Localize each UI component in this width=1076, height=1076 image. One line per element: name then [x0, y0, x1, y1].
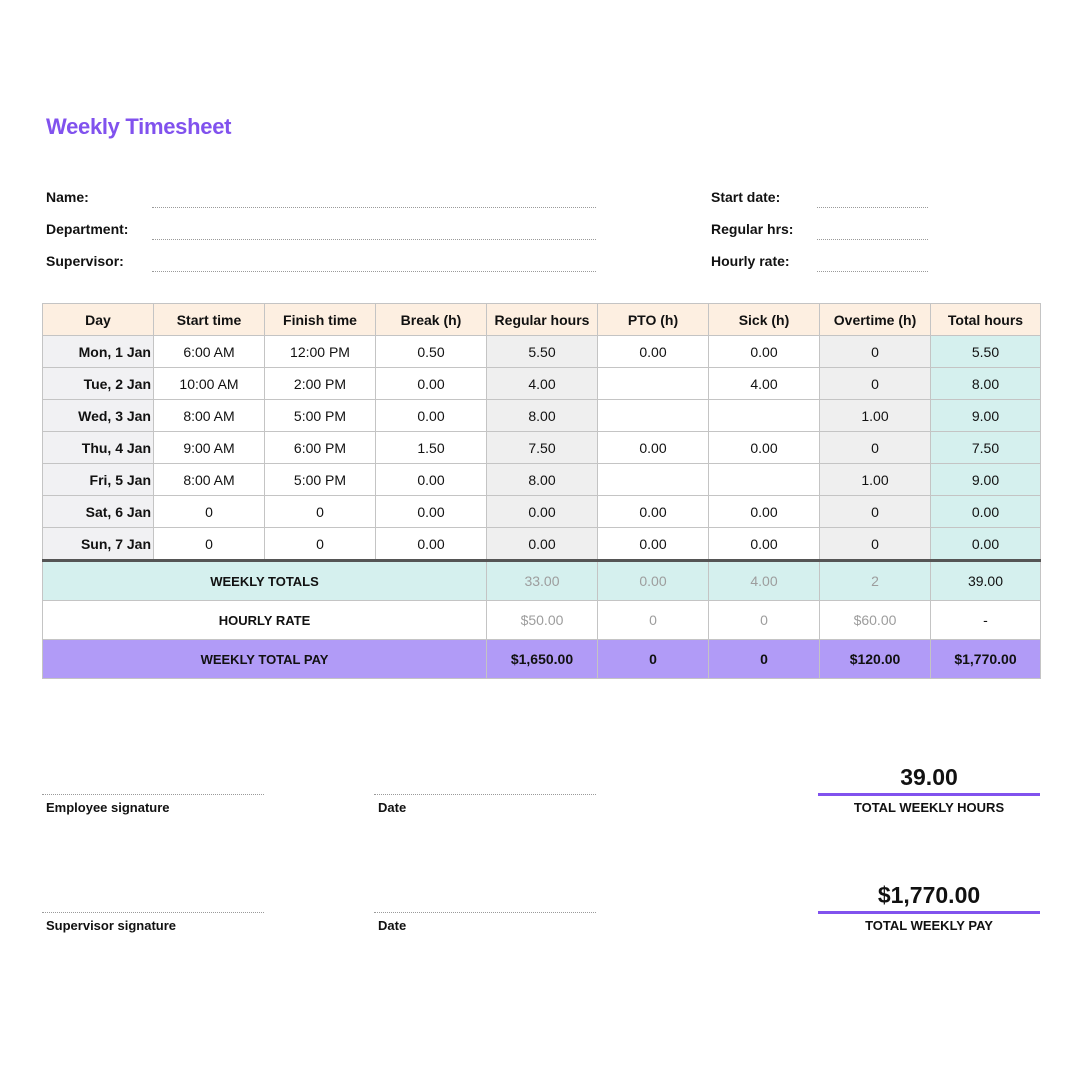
weekly-total-pay-row	[43, 640, 1041, 679]
cell-overtime: 0	[820, 496, 931, 528]
cell-pto[interactable]: 0.00	[598, 336, 709, 368]
cell-overtime: 0	[820, 528, 931, 561]
total-weekly-pay-value: $1,770.00	[877, 882, 981, 908]
cell-regular-hours: 7.50	[487, 432, 598, 464]
cell-break[interactable]: 0.00	[376, 528, 487, 561]
pay-overtime: $120.00	[820, 640, 931, 679]
cell-overtime: 0	[820, 336, 931, 368]
employee-signature-label: Employee signature	[46, 800, 170, 815]
total-pay-underline	[818, 911, 1040, 914]
table-row	[43, 528, 1041, 561]
rate-overtime[interactable]: $60.00	[820, 601, 931, 640]
cell-total-hours: 9.00	[931, 464, 1041, 496]
cell-finish-time[interactable]: 0	[265, 528, 376, 561]
cell-regular-hours: 0.00	[487, 496, 598, 528]
cell-regular-hours: 4.00	[487, 368, 598, 400]
cell-sick[interactable]: 0.00	[709, 336, 820, 368]
cell-start-time[interactable]: 10:00 AM	[154, 368, 265, 400]
cell-regular-hours: 8.00	[487, 400, 598, 432]
start-date-field[interactable]	[817, 207, 928, 208]
hourly-rate-row	[43, 601, 1041, 640]
cell-finish-time[interactable]: 0	[265, 496, 376, 528]
cell-pto[interactable]	[598, 400, 709, 432]
cell-total-hours: 7.50	[931, 432, 1041, 464]
cell-overtime: 0	[820, 368, 931, 400]
employee-date-label: Date	[378, 800, 407, 815]
header-regular-hours: Regular hours	[487, 304, 598, 336]
cell-sick[interactable]	[709, 464, 820, 496]
header-start-time: Start time	[154, 304, 265, 336]
pay-total: $1,770.00	[931, 640, 1041, 679]
cell-regular-hours: 5.50	[487, 336, 598, 368]
cell-start-time[interactable]: 0	[154, 496, 265, 528]
header-sick: Sick (h)	[709, 304, 820, 336]
pay-sick: 0	[709, 640, 820, 679]
header-break: Break (h)	[376, 304, 487, 336]
name-field[interactable]	[152, 207, 596, 208]
cell-total-hours: 9.00	[931, 400, 1041, 432]
rate-regular[interactable]: $50.00	[487, 601, 598, 640]
cell-pto[interactable]	[598, 368, 709, 400]
cell-day: Sun, 7 Jan	[43, 528, 154, 561]
employee-date-line[interactable]	[374, 794, 596, 795]
regular-hrs-label: Regular hrs:	[711, 221, 794, 237]
header-overtime: Overtime (h)	[820, 304, 931, 336]
cell-finish-time[interactable]: 2:00 PM	[265, 368, 376, 400]
employee-signature-line[interactable]	[42, 794, 264, 795]
cell-overtime: 0	[820, 432, 931, 464]
cell-pto[interactable]	[598, 464, 709, 496]
cell-start-time[interactable]: 8:00 AM	[154, 464, 265, 496]
supervisor-signature-line[interactable]	[42, 912, 264, 913]
supervisor-label: Supervisor:	[46, 253, 124, 269]
cell-start-time[interactable]: 6:00 AM	[154, 336, 265, 368]
cell-start-time[interactable]: 8:00 AM	[154, 400, 265, 432]
totals-regular: 33.00	[487, 561, 598, 601]
header-pto: PTO (h)	[598, 304, 709, 336]
table-row	[43, 464, 1041, 496]
cell-break[interactable]: 0.00	[376, 464, 487, 496]
cell-pto[interactable]: 0.00	[598, 528, 709, 561]
hourly-rate-row-label: HOURLY RATE	[43, 601, 487, 640]
cell-day: Wed, 3 Jan	[43, 400, 154, 432]
weekly-totals-row	[43, 561, 1041, 601]
cell-finish-time[interactable]: 12:00 PM	[265, 336, 376, 368]
totals-overtime: 2	[820, 561, 931, 601]
page-title: Weekly Timesheet	[46, 114, 232, 139]
regular-hrs-field[interactable]	[817, 239, 928, 240]
weekly-total-pay-label: WEEKLY TOTAL PAY	[43, 640, 487, 679]
cell-start-time[interactable]: 0	[154, 528, 265, 561]
cell-day: Mon, 1 Jan	[43, 336, 154, 368]
total-weekly-hours-label: TOTAL WEEKLY HOURS	[853, 800, 1005, 815]
cell-sick[interactable]	[709, 400, 820, 432]
cell-day: Sat, 6 Jan	[43, 496, 154, 528]
hourly-rate-label: Hourly rate:	[711, 253, 790, 269]
totals-total: 39.00	[931, 561, 1041, 601]
total-weekly-pay-label: TOTAL WEEKLY PAY	[865, 918, 993, 933]
table-row	[43, 400, 1041, 432]
cell-regular-hours: 0.00	[487, 528, 598, 561]
cell-overtime: 1.00	[820, 464, 931, 496]
rate-total: -	[931, 601, 1041, 640]
cell-regular-hours: 8.00	[487, 464, 598, 496]
cell-total-hours: 8.00	[931, 368, 1041, 400]
name-label: Name:	[46, 189, 89, 205]
cell-total-hours: 0.00	[931, 496, 1041, 528]
pay-regular: $1,650.00	[487, 640, 598, 679]
cell-start-time[interactable]: 9:00 AM	[154, 432, 265, 464]
department-label: Department:	[46, 221, 129, 237]
cell-break[interactable]: 0.00	[376, 400, 487, 432]
hourly-rate-field[interactable]	[817, 271, 928, 272]
cell-finish-time[interactable]: 5:00 PM	[265, 400, 376, 432]
totals-pto: 0.00	[598, 561, 709, 601]
cell-sick[interactable]: 0.00	[709, 528, 820, 561]
supervisor-field[interactable]	[152, 271, 596, 272]
table-row	[43, 432, 1041, 464]
cell-finish-time[interactable]: 5:00 PM	[265, 464, 376, 496]
cell-finish-time[interactable]: 6:00 PM	[265, 432, 376, 464]
table-header-row	[43, 304, 1041, 336]
total-weekly-hours-value: 39.00	[900, 764, 958, 790]
cell-break[interactable]: 1.50	[376, 432, 487, 464]
table-row	[43, 496, 1041, 528]
cell-break[interactable]: 0.50	[376, 336, 487, 368]
rate-pto[interactable]: 0	[598, 601, 709, 640]
supervisor-date-line[interactable]	[374, 912, 596, 913]
cell-pto[interactable]: 0.00	[598, 496, 709, 528]
cell-day: Thu, 4 Jan	[43, 432, 154, 464]
timesheet-table	[42, 303, 1041, 679]
cell-sick[interactable]: 0.00	[709, 432, 820, 464]
cell-break[interactable]: 0.00	[376, 496, 487, 528]
cell-sick[interactable]: 0.00	[709, 496, 820, 528]
cell-sick[interactable]: 4.00	[709, 368, 820, 400]
header-total-hours: Total hours	[931, 304, 1041, 336]
start-date-label: Start date:	[711, 189, 781, 205]
department-field[interactable]	[152, 239, 596, 240]
supervisor-signature-label: Supervisor signature	[46, 918, 177, 933]
total-hours-underline	[818, 793, 1040, 796]
cell-day: Tue, 2 Jan	[43, 368, 154, 400]
supervisor-date-label: Date	[378, 918, 407, 933]
cell-overtime: 1.00	[820, 400, 931, 432]
cell-break[interactable]: 0.00	[376, 368, 487, 400]
header-day: Day	[43, 304, 154, 336]
cell-total-hours: 0.00	[931, 528, 1041, 561]
cell-pto[interactable]: 0.00	[598, 432, 709, 464]
weekly-totals-label: WEEKLY TOTALS	[43, 561, 487, 601]
table-row	[43, 368, 1041, 400]
cell-total-hours: 5.50	[931, 336, 1041, 368]
rate-sick[interactable]: 0	[709, 601, 820, 640]
table-row	[43, 336, 1041, 368]
totals-sick: 4.00	[709, 561, 820, 601]
header-finish-time: Finish time	[265, 304, 376, 336]
pay-pto: 0	[598, 640, 709, 679]
cell-day: Fri, 5 Jan	[43, 464, 154, 496]
